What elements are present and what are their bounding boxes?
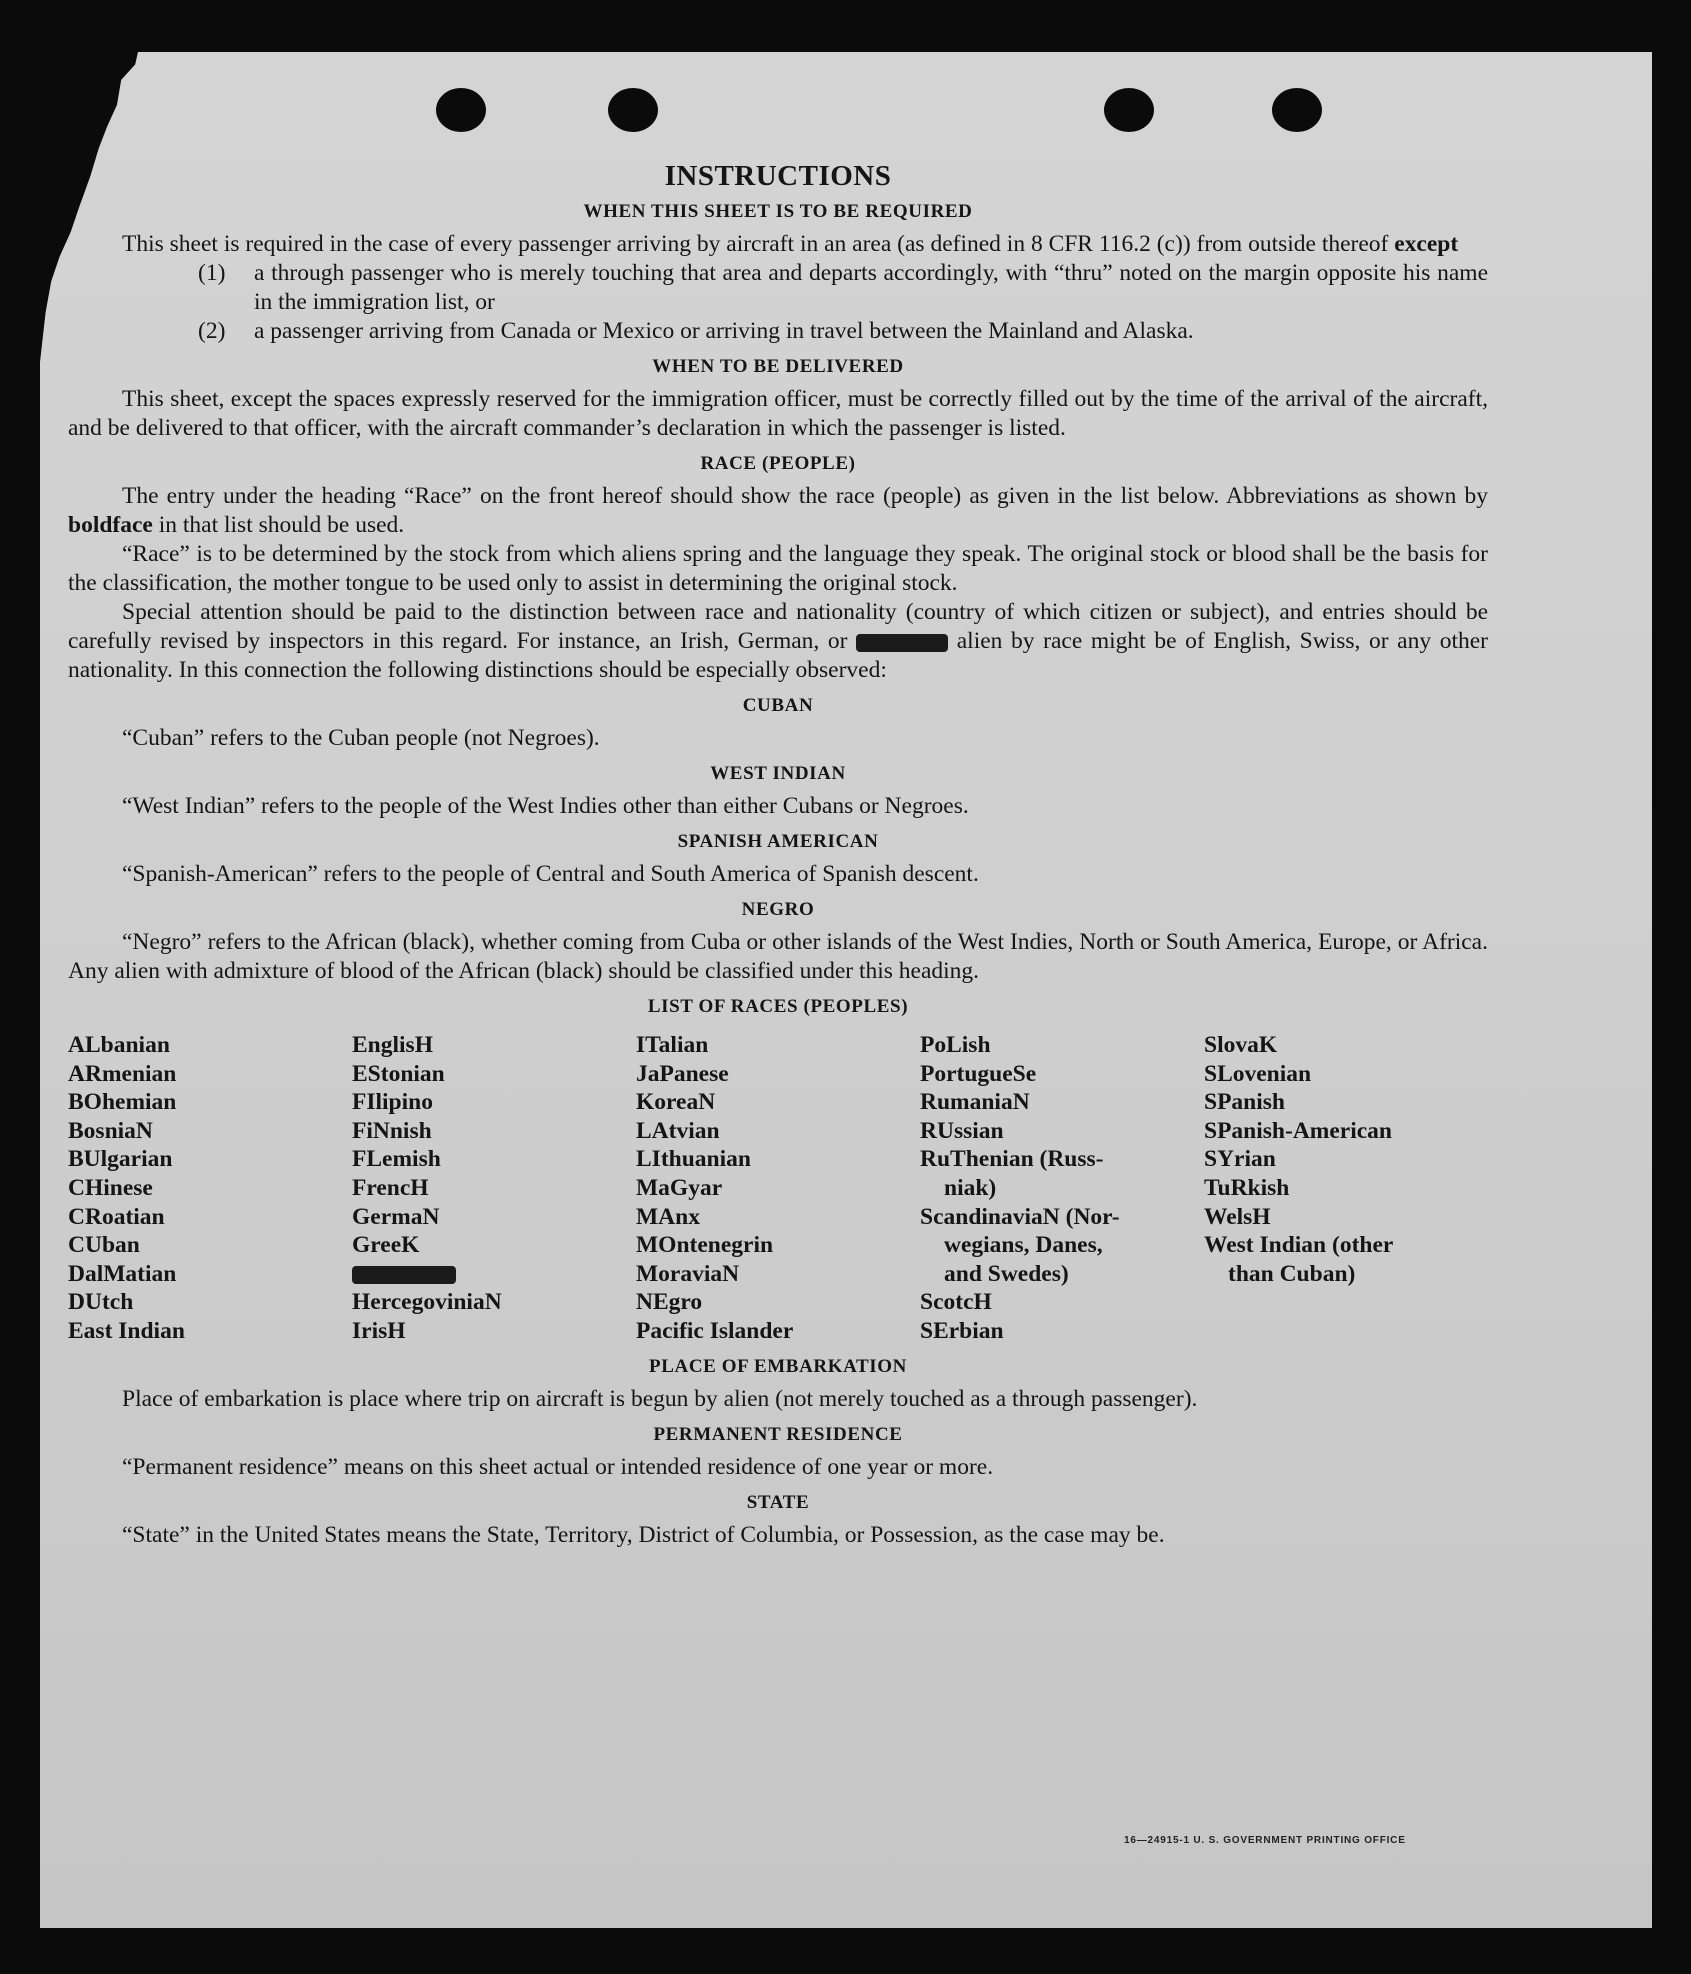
spanish-american-text: “Spanish-American” refers to the people of Central and South America of Spanish descent. (122, 861, 979, 887)
race-entry: Pacific Islander (636, 1317, 794, 1344)
race-entry: MoraviaN (636, 1260, 740, 1287)
race-paragraph-2: “Race” is to be determined by the stock from which aliens spring and the language they speak. The original stock or blood shall be the basis for the classification, the mother tongue to be used only to assist in determining the original stock. (68, 541, 1488, 596)
race-entry: SPanish (1204, 1089, 1285, 1116)
races-column (636, 1031, 920, 1346)
races-table (68, 1031, 1488, 1346)
race-entry: GreeK (352, 1232, 420, 1259)
race-entry: BOhemian (68, 1089, 177, 1116)
race-paragraph-1: The entry under the heading “Race” on the front hereof should show the race (people) as given in the list below. Abbreviations as shown by boldface in that list should be used. (68, 483, 1488, 538)
printer-footnote: 16—24915-1 U. S. GOVERNMENT PRINTING OFFICE (1124, 1835, 1406, 1846)
list-item: (1) a through passenger who is merely touching that area and departs accordingly, with “thru” noted on the margin opposite his name in the immigration list, or (198, 260, 1488, 315)
race-entry: ScandinaviaN (Nor- (920, 1203, 1120, 1230)
race-entry: MaGyar (636, 1174, 723, 1201)
race-entry: East Indian (68, 1317, 185, 1344)
race-entry: KoreaN (636, 1089, 716, 1116)
race-entry: PortugueSe (920, 1060, 1037, 1087)
west-indian-text: “West Indian” refers to the people of the West Indies other than either Cubans or Negroes. (122, 793, 969, 819)
negro-text: “Negro” refers to the African (black), whether coming from Cuba or other islands of the West Indies, North or South America, Europe, or Africa. Any alien with admixture of blood of the African (black) should be classified under this heading. (68, 929, 1488, 984)
page-title: INSTRUCTIONS (664, 160, 892, 192)
race-entry: LIthuanian (636, 1146, 751, 1173)
races-column (1204, 1031, 1488, 1346)
heading-negro: NEGRO (741, 899, 815, 920)
punch-hole (1272, 88, 1322, 132)
race-entry: SErbian (920, 1317, 1004, 1344)
race-entry: niak) (944, 1174, 997, 1201)
race-entry: ScotcH (920, 1289, 992, 1316)
embarkation-text: Place of embarkation is place where trip on aircraft is begun by alien (not merely touched as a through passenger). (122, 1385, 1198, 1412)
race-entry: BosniaN (68, 1117, 153, 1144)
race-entry: ITalian (636, 1032, 709, 1058)
punch-hole (436, 88, 486, 132)
race-entry: DUtch (68, 1289, 134, 1316)
races-column (920, 1031, 1204, 1346)
race-entry: HercegoviniaN (352, 1289, 502, 1316)
heading-spanish-american: SPANISH AMERICAN (677, 831, 879, 852)
races-column (68, 1031, 352, 1346)
redaction-mark (856, 634, 948, 652)
race-entry: West Indian (other (1204, 1232, 1394, 1259)
race-entry: IrisH (352, 1317, 406, 1344)
races-column (352, 1031, 636, 1346)
heading-delivered: WHEN TO BE DELIVERED (652, 356, 904, 377)
race-entry: EnglisH (352, 1032, 433, 1058)
heading-race: RACE (PEOPLE) (700, 453, 856, 474)
race-entry: and Swedes) (944, 1260, 1069, 1287)
race-entry: CHinese (68, 1174, 153, 1201)
heading-cuban: CUBAN (742, 695, 814, 716)
redacted-race-entry (352, 1260, 636, 1289)
race-entry: MOntenegrin (636, 1232, 774, 1259)
race-entry: MAnx (636, 1203, 700, 1230)
document-body (68, 162, 1488, 1550)
delivered-text: This sheet, except the spaces expressly reserved for the immigration officer, must be correctly filled out by the time of the arrival of the aircraft, and be delivered to that officer, with the aircraft commander’s declaration in which the passenger is listed. (68, 386, 1488, 441)
race-entry: FiNnish (352, 1117, 432, 1144)
race-entry: ARmenian (68, 1060, 177, 1087)
race-entry: DalMatian (68, 1260, 177, 1287)
race-entry: RUssian (920, 1117, 1004, 1144)
race-entry: JaPanese (636, 1060, 729, 1087)
required-intro: This sheet is required in the case of every passenger arriving by aircraft in an area (as defined in 8 CFR 116.2 (c)) from outside thereof except (122, 231, 1459, 257)
race-entry: RuThenian (Russ- (920, 1146, 1104, 1173)
race-entry: ALbanian (68, 1032, 170, 1058)
punch-hole (1104, 88, 1154, 132)
race-paragraph-3: Special attention should be paid to the distinction between race and nationality (country of which citizen or subject), and entries should be carefully revised by inspectors in this regard. For instance, an Irish, German, or alien by race might be of English, Swiss, or any other nationality. In this connection the following distinctions should be especially observed: (68, 599, 1489, 683)
race-entry: CUban (68, 1232, 140, 1259)
race-entry: SLovenian (1204, 1060, 1312, 1087)
residence-text: “Permanent residence” means on this sheet actual or intended residence of one year or more. (122, 1453, 994, 1480)
heading-west-indian: WEST INDIAN (710, 763, 846, 784)
race-entry: SPanish-American (1204, 1117, 1392, 1144)
document-sheet (40, 52, 1652, 1928)
race-entry: FrencH (352, 1174, 429, 1201)
race-entry: CRoatian (68, 1203, 165, 1230)
race-entry: SlovaK (1204, 1032, 1278, 1058)
heading-embarkation: PLACE OF EMBARKATION (649, 1355, 907, 1377)
race-entry: TuRkish (1204, 1174, 1290, 1201)
race-entry: RumaniaN (920, 1089, 1030, 1116)
race-entry: FLemish (352, 1146, 441, 1173)
race-entry: GermaN (352, 1203, 440, 1230)
race-entry: NEgro (636, 1289, 703, 1316)
heading-required: WHEN THIS SHEET IS TO BE REQUIRED (583, 201, 973, 222)
heading-residence: PERMANENT RESIDENCE (653, 1423, 903, 1445)
heading-list-of-races: LIST OF RACES (PEOPLES) (647, 996, 909, 1017)
list-item: (2) a passenger arriving from Canada or Mexico or arriving in travel between the Mainland and Alaska. (198, 318, 1194, 344)
race-entry: FIlipino (352, 1089, 433, 1116)
race-entry: WelsH (1204, 1203, 1271, 1230)
race-entry: wegians, Danes, (944, 1232, 1103, 1259)
heading-state: STATE (746, 1491, 810, 1513)
cuban-text: “Cuban” refers to the Cuban people (not Negroes). (122, 725, 600, 751)
race-entry: LAtvian (636, 1117, 720, 1144)
race-entry: EStonian (352, 1060, 445, 1087)
state-text: “State” in the United States means the State, Territory, District of Columbia, or Possession, as the case may be. (122, 1521, 1165, 1548)
race-entry: BUlgarian (68, 1146, 173, 1173)
race-entry: PoLish (920, 1032, 991, 1058)
redaction-mark (352, 1266, 456, 1284)
race-entry: SYrian (1204, 1146, 1276, 1173)
race-entry: than Cuban) (1228, 1260, 1356, 1287)
punch-hole (608, 88, 658, 132)
